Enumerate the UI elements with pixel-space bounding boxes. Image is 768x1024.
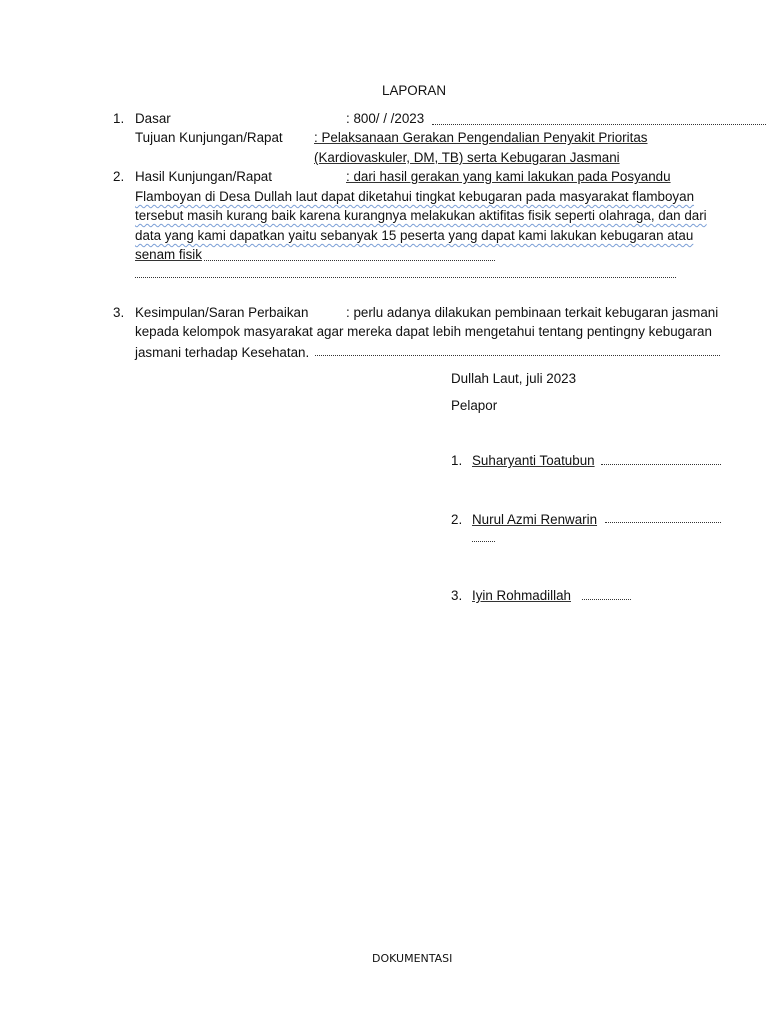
kesimpulan-line2: kepada kelompok masyarakat agar mereka dapat lebih mengetahui tentang pentingny kebugaran [135,324,712,339]
kesimpulan-label: Kesimpulan/Saran Perbaikan [135,305,309,320]
reporter-dotted-line-2a [605,522,721,523]
tujuan-value-line1: : Pelaksanaan Gerakan Pengendalian Penyakit Prioritas [314,130,648,145]
footer-dokumentasi: DOKUMENTASI [372,952,453,965]
kesimpulan-value-line1: : perlu adanya dilakukan pembinaan terkait kebugaran jasmani [346,305,719,320]
hasil-dotted-line-a [204,260,495,261]
hasil-line5: senam fisik [135,247,202,262]
dasar-value: : 800/ / /2023 [346,111,425,126]
reporter-name-2: Nurul Azmi Renwarin [472,512,598,527]
reporter-number-2: 2. [451,512,463,527]
item-number-1: 1. [113,111,125,126]
tujuan-value-line2: (Kardiovaskuler, DM, TB) serta Kebugaran Jasmani [314,150,620,165]
reporter-number-1: 1. [451,453,463,468]
kesimpulan-dotted-line [315,355,720,356]
hasil-line2: Flamboyan di Desa Dullah laut dapat diketahui tingkat kebugaran pada masyarakat flamboyan [135,189,695,204]
kesimpulan-line3: jasmani terhadap Kesehatan. [135,345,310,360]
reporter-name-3: Iyin Rohmadillah [472,588,571,603]
dasar-label: Dasar [135,111,171,126]
reporter-number-3: 3. [451,588,463,603]
hasil-dotted-line-b [135,277,676,278]
reporter-dotted-line-2b [472,541,495,542]
report-title: LAPORAN [382,83,446,98]
hasil-line4: data yang kami dapatkan yaitu sebanyak 15 peserta yang dapat kami lakukan kebugaran atau [135,228,694,243]
hasil-value-line1: : dari hasil gerakan yang kami lakukan pada Posyandu [346,169,671,184]
place-date: Dullah Laut, juli 2023 [451,371,577,386]
item-number-3: 3. [113,305,125,320]
dasar-dotted-line [432,124,766,125]
item-number-2: 2. [113,169,125,184]
tujuan-label: Tujuan Kunjungan/Rapat [135,130,283,145]
hasil-label: Hasil Kunjungan/Rapat [135,169,272,184]
reporter-name-1: Suharyanti Toatubun [472,453,595,468]
reporter-dotted-line-1 [601,464,721,465]
reporter-role: Pelapor [451,398,498,413]
reporter-dotted-line-3 [582,599,631,600]
hasil-line3: tersebut masih kurang baik karena kurangnya melakukan aktifitas fisik seperti olahraga, dan dari [135,208,707,223]
